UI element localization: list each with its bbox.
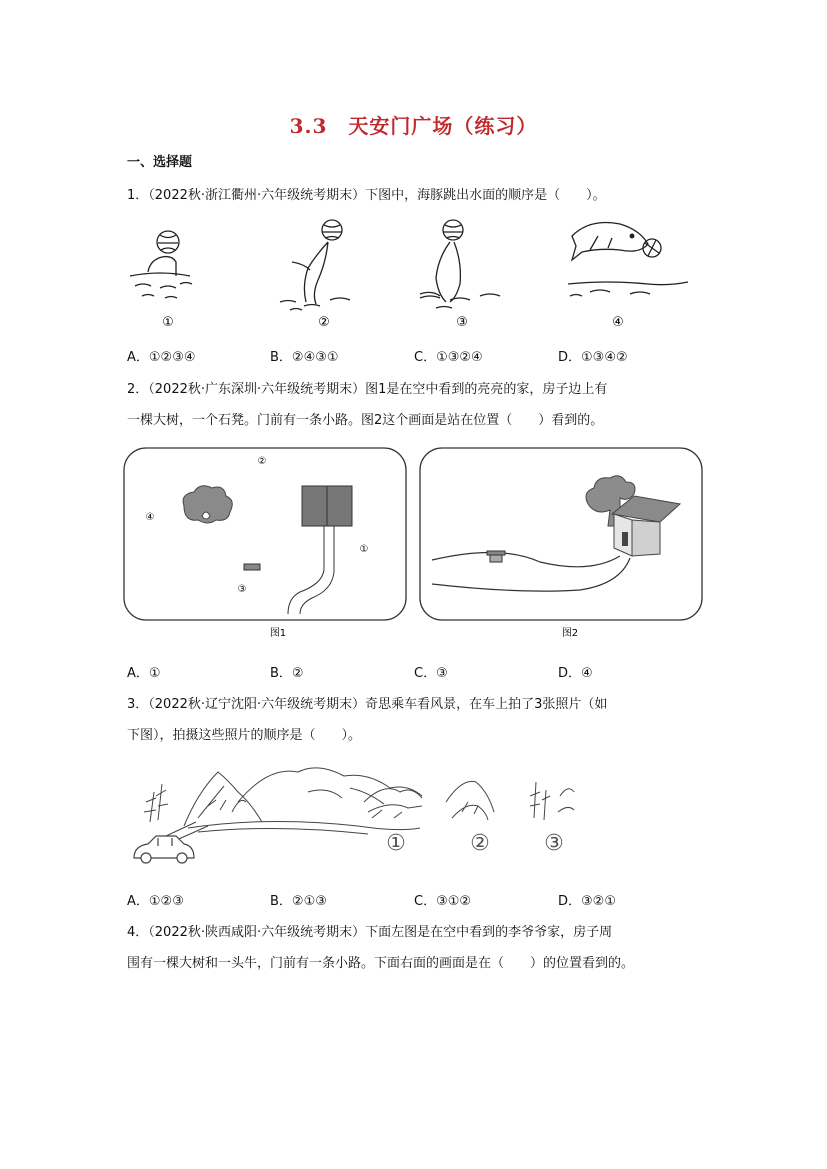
dolphin-label-4: ④: [612, 315, 624, 330]
q3-option-c[interactable]: C．③①②: [414, 894, 472, 909]
landscape-photos: [128, 762, 588, 874]
dolphin-label-1: ①: [162, 315, 174, 330]
stone-bench-top-view: [244, 564, 260, 570]
fig1-marker-1: ①: [359, 544, 369, 555]
dolphin-label-2: ②: [318, 315, 330, 330]
dolphin-image-4: [568, 223, 688, 297]
q1-option-c[interactable]: C．①③②④: [414, 350, 483, 365]
figure-2-ground-view: [420, 448, 702, 620]
q2-option-b[interactable]: B．②: [270, 666, 304, 681]
fig1-marker-2: ②: [257, 456, 267, 467]
q3-option-a[interactable]: A．①②③: [127, 894, 184, 909]
q1-option-a[interactable]: A．①②③④: [127, 350, 196, 365]
q2-option-d[interactable]: D．④: [558, 666, 593, 681]
photo-label-1: ①: [386, 831, 406, 856]
road-side-view: [432, 552, 630, 591]
photo-3: [530, 782, 574, 820]
photo-1: [364, 789, 422, 818]
page-title: 3.3 天安门广场（练习）: [289, 114, 538, 138]
figure-1-caption-text: 图1: [269, 628, 287, 639]
photo-2: [446, 781, 494, 820]
dolphin-label-3: ③: [456, 315, 468, 330]
section-heading: 一、选择题: [127, 155, 193, 170]
q3-option-d[interactable]: D．③②①: [558, 894, 616, 909]
q3-option-b[interactable]: B．②①③: [270, 894, 327, 909]
dolphin-image-1: [130, 231, 192, 298]
question-4-stem-line2: 围有一棵大树和一头牛，门前有一条小路。下面右面的画面是在（ ）的位置看到的。: [127, 956, 635, 971]
question-3-stem-line1: 3．（2022秋·辽宁沈阳·六年级统考期末）奇思乘车看风景，在车上拍了3张照片（如: [127, 697, 608, 712]
car-icon: [134, 836, 194, 863]
fig1-marker-4: ④: [145, 512, 155, 523]
figure-2-caption: 图2: [561, 628, 579, 639]
q1-option-d[interactable]: D．①③④②: [558, 350, 628, 365]
position-figures: [120, 444, 710, 644]
photo-label-2: ②: [470, 831, 490, 856]
dolphin-image-2: [280, 220, 350, 310]
photo-label-3: ③: [544, 831, 564, 856]
question-2-stem-line2: 一棵大树，一个石凳。门前有一条小路。图2这个画面是站在位置（ ）看到的。: [127, 413, 604, 428]
figure-1-aerial-view: [124, 448, 406, 620]
question-1-stem: 1．（2022秋·浙江衢州·六年级统考期末）下图中，海豚跳出水面的顺序是（ ）。: [127, 188, 606, 203]
dolphin-image-3: [420, 220, 500, 308]
question-2-stem-line1: 2．（2022秋·广东深圳·六年级统考期末）图1是在空中看到的亮亮的家，房子边上有: [127, 382, 608, 397]
question-3-stem-line2: 下图），拍摄这些照片的顺序是（ ）。: [127, 728, 362, 743]
q2-option-c[interactable]: C．③: [414, 666, 448, 681]
path-top-view: [288, 526, 334, 614]
q2-option-a[interactable]: A．①: [127, 666, 161, 681]
question-4-stem-line1: 4．（2022秋·陕西咸阳·六年级统考期末）下面左图是在空中看到的李爷爷家，房子周: [127, 925, 613, 940]
dolphin-figures: [120, 210, 700, 335]
q1-option-b[interactable]: B．②④③①: [270, 350, 339, 365]
fig1-marker-3: ③: [237, 584, 247, 595]
